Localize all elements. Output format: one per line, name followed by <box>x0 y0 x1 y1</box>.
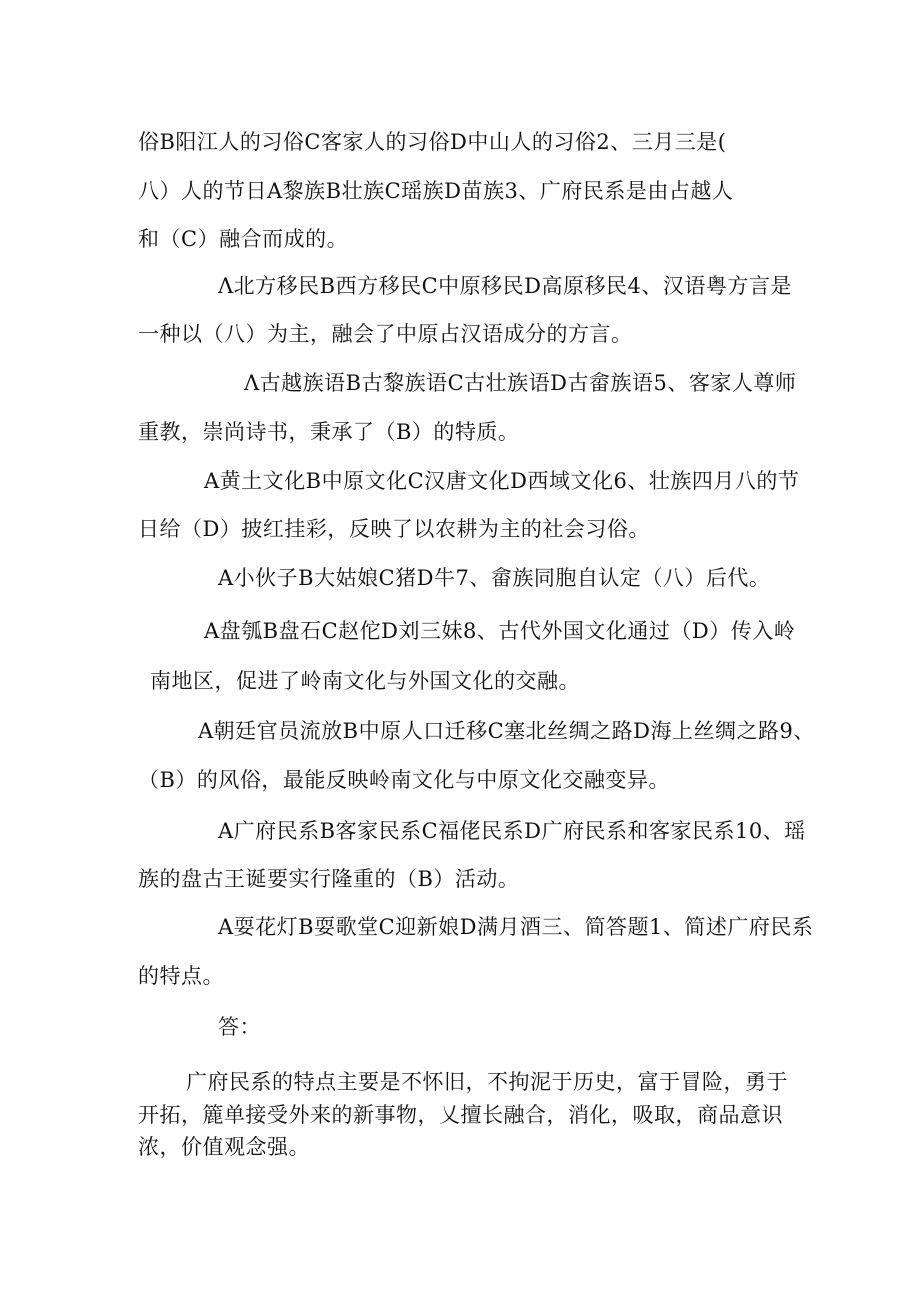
text-line-7: 重教，崇尚诗书，秉承了（B）的特质。 <box>138 420 520 444</box>
text-line-14: （B）的风俗，最能反映岭南文化与中原文化交融变异。 <box>138 768 670 792</box>
text-line-5: 一种以（八）为主，融会了中原占汉语成分的方言。 <box>138 322 633 346</box>
text-line-17: A耍花灯B耍歌堂C迎新娘D满月酒三、简答题1、简述广府民系 <box>218 915 814 939</box>
text-line-10: A小伙子B大姑娘C猪D牛7、畲族同胞自认定（八）后代。 <box>218 566 771 590</box>
text-line-8: A黄土文化B中原文化C汉唐文化D西域文化6、壮族四月八的节 <box>204 469 800 493</box>
text-line-13: A朝廷官员流放B中原人口迁移C塞北丝绸之路D海上丝绸之路9、 <box>198 719 815 743</box>
text-line-3: 和（C）融合而成的。 <box>138 227 349 251</box>
text-line-18: 的特点。 <box>138 964 224 988</box>
text-line-15: A广府民系B客家民系C福佬民系D广府民系和客家民系10、瑶 <box>218 819 806 843</box>
text-line-12: 南地区，促进了岭南文化与外国文化的交融。 <box>150 669 580 693</box>
text-line-6: Λ古越族语B古黎族语C古壮族语D古畲族语5、客家人尊师 <box>244 371 797 395</box>
text-line-9: 日给（D）披红挂彩，反映了以农耕为主的社会习俗。 <box>138 517 650 541</box>
text-line-11: A盘瓠B盘石C赵佗D刘三妹8、古代外国文化通过（D）传入岭 <box>204 619 796 643</box>
text-line-20: 广府民系的特点主要是不怀旧，不拘泥于历史，富于冒险，勇于 <box>186 1070 788 1094</box>
text-line-2: 八）人的节日A黎族B壮族C瑶族D苗族3、广府民系是由占越人 <box>138 179 734 203</box>
text-line-22: 浓，价值观念强。 <box>138 1135 310 1159</box>
text-line-16: 族的盘古王诞要实行隆重的（B）活动。 <box>138 867 520 891</box>
text-line-21: 开拓，簏单接受外来的新事物，乂擅长融合，消化，吸取，商品意识 <box>138 1103 783 1127</box>
text-line-1: 俗B阳江人的习俗C客家人的习俗D中山人的习俗2、三月三是( <box>138 130 727 154</box>
answer-label: 答： <box>218 1015 261 1039</box>
text-line-4: Λ北方移民B西方移民C中原移民D高原移民4、汉语粤方言是 <box>218 274 792 298</box>
